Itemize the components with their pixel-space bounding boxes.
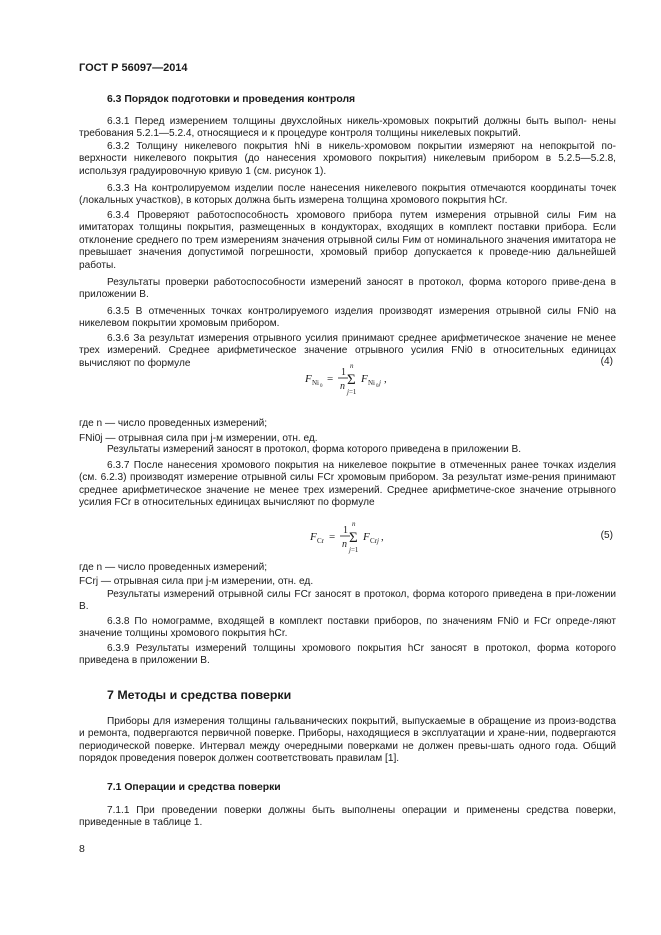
paragraph-6-3-8: 6.3.8 По номограмме, входящей в комплект поставки приборов, по значениям FNi0 и FCr опреде-ляют значение толщины хромового покрытия hCr. bbox=[79, 616, 616, 640]
svg-text:0: 0 bbox=[320, 384, 323, 389]
svg-text:1: 1 bbox=[341, 367, 346, 378]
paragraph-6-3-5: 6.3.5 В отмеченных точках контролируемого изделия производят измерения отрывной силы FNi0 на никелевом покрытии хромовым прибором. bbox=[79, 306, 616, 330]
equation-5 bbox=[0, 518, 661, 554]
paragraph-6-3-2: 6.3.2 Толщину никелевого покрытия hNi в никель-хромовом покрытии измеряют на непокрытой по-верхности никелевого покрытия (до нанесения хромового покрытия) никелевым прибором в 5.2.5—5.2.8, используя градуировочную кривую 1 (см. рисунок 1). bbox=[79, 141, 616, 177]
equation-4-number: (4) bbox=[600, 356, 613, 367]
section-6-3-title: 6.3 Порядок подготовки и проведения контроля bbox=[107, 94, 356, 105]
svg-text:F: F bbox=[361, 373, 368, 385]
svg-text:j=1: j=1 bbox=[347, 388, 357, 396]
paragraph-6-3-1: 6.3.1 Перед измерением толщины двухслойных никель-хромовых покрытий должны быть выпол- нены требования 5.2.1—5.2.4, относящиеся и к процедуре контроля толщины никелевых покрытий. bbox=[79, 116, 616, 140]
paragraph-6-3-9: 6.3.9 Результаты измерений толщины хромового покрытия hCr заносят в протокол, форма которого приведена в приложении В. bbox=[79, 643, 616, 667]
svg-text:=: = bbox=[327, 373, 334, 385]
svg-text:n: n bbox=[350, 362, 354, 370]
svg-text:Σ: Σ bbox=[347, 372, 356, 388]
svg-text:j=1: j=1 bbox=[349, 546, 359, 554]
paragraph-6-3-6: 6.3.6 За результат измерения отрывного усилия принимают среднее арифметическое значение не менее трех измерений. Среднее арифметическое значение отрывного усилия FNi0 в относительных единицах вычисляют по формуле bbox=[79, 333, 616, 369]
equation-5-number: (5) bbox=[600, 530, 613, 541]
page-number: 8 bbox=[79, 843, 85, 855]
svg-text:F: F bbox=[305, 373, 312, 385]
svg-text:Crj: Crj bbox=[370, 537, 379, 545]
equation-4-formula bbox=[0, 348, 661, 408]
svg-text:,: , bbox=[381, 531, 384, 543]
svg-text:n: n bbox=[340, 381, 345, 392]
equation-4-where-n: где n — число проведенных измерений; bbox=[79, 418, 268, 429]
svg-text:Ni: Ni bbox=[368, 379, 375, 387]
paragraph-7: Приборы для измерения толщины гальванических покрытий, выпускаемые в обращение из произ-водства и ремонта, подвергаются первичной поверке. Приборы, находящиеся в эксплуатации и хране-нии, подвергаются периодической поверке. Интервал между очередными поверками не должен превы-шать одного года. Общий порядок проведения поверок должен соответствовать правилам [1]. bbox=[79, 716, 616, 765]
paragraph-7-1-1: 7.1.1 При проведении поверки должны быть выполнены операции и применены средства поверки, приведенные в таблице 1. bbox=[79, 805, 616, 829]
paragraph-6-3-6-results: Результаты измерений заносят в протокол, форма которого приведена в приложении В. bbox=[107, 444, 522, 455]
paragraph-6-3-4: 6.3.4 Проверяют работоспособность хромового прибора путем измерения отрывной силы Fим на имитаторах толщины покрытия, размещенных в кондукторах, входящих в комплект поставки прибора. Если отклонение среднего по трем измерениям значения отрывной силы Fим от номинального значения имитатора не превышает значения допустимой погрешности, хромовый прибор допускается к проведе-нию дальнейшей работы. bbox=[79, 210, 616, 271]
paragraph-6-3-3: 6.3.3 На контролируемом изделии после нанесения никелевого покрытия отмечаются координаты точек (локальных участков), в которых должна быть измерена толщина хромового покрытия hCr. bbox=[79, 183, 616, 207]
paragraph-6-3-7: 6.3.7 После нанесения хромового покрытия на никелевое покрытие в отмеченных ранее точках изделия (см. 6.2.3) производят измерение отрывной силы FCr хромовым прибором. За результат изме-рения принимают среднее арифметическое значение не менее трех измерений. Среднее арифметиче-ское значение отрывного усилия FCr в относительных единицах вычисляют по формуле bbox=[79, 460, 616, 509]
equation-5-where-n: где n — число проведенных измерений; bbox=[79, 562, 268, 573]
equation-4 bbox=[0, 348, 661, 396]
section-7-1-title: 7.1 Операции и средства поверки bbox=[107, 782, 281, 793]
equation-4-where-f: FNi0j — отрывная сила при j-м измерении, отн. ед. bbox=[79, 433, 318, 444]
paragraph-6-3-4-results: Результаты проверки работоспособности измерений заносят в протокол, форма которого приве-дена в приложении В. bbox=[79, 277, 616, 301]
svg-text:1: 1 bbox=[343, 525, 348, 536]
svg-text:n: n bbox=[352, 520, 356, 528]
svg-text:j: j bbox=[379, 379, 381, 387]
svg-text:,: , bbox=[384, 373, 387, 385]
svg-text:Σ: Σ bbox=[349, 530, 358, 546]
svg-text:n: n bbox=[342, 539, 347, 550]
svg-text:F: F bbox=[363, 531, 370, 543]
section-7-title: 7 Методы и средства поверки bbox=[107, 688, 292, 702]
svg-text:=: = bbox=[329, 531, 336, 543]
paragraph-6-3-7-results: Результаты измерений отрывной силы FCr заносят в протокол, форма которого приведена в при-ложении В. bbox=[79, 589, 616, 613]
svg-text:F: F bbox=[310, 531, 317, 543]
svg-text:Cr: Cr bbox=[317, 537, 324, 545]
document-header: ГОСТ Р 56097—2014 bbox=[79, 62, 188, 74]
equation-5-where-f: FCrj — отрывная сила при j-м измерении, отн. ед. bbox=[79, 576, 314, 587]
svg-text:0: 0 bbox=[376, 384, 379, 389]
svg-text:Ni: Ni bbox=[312, 379, 319, 387]
